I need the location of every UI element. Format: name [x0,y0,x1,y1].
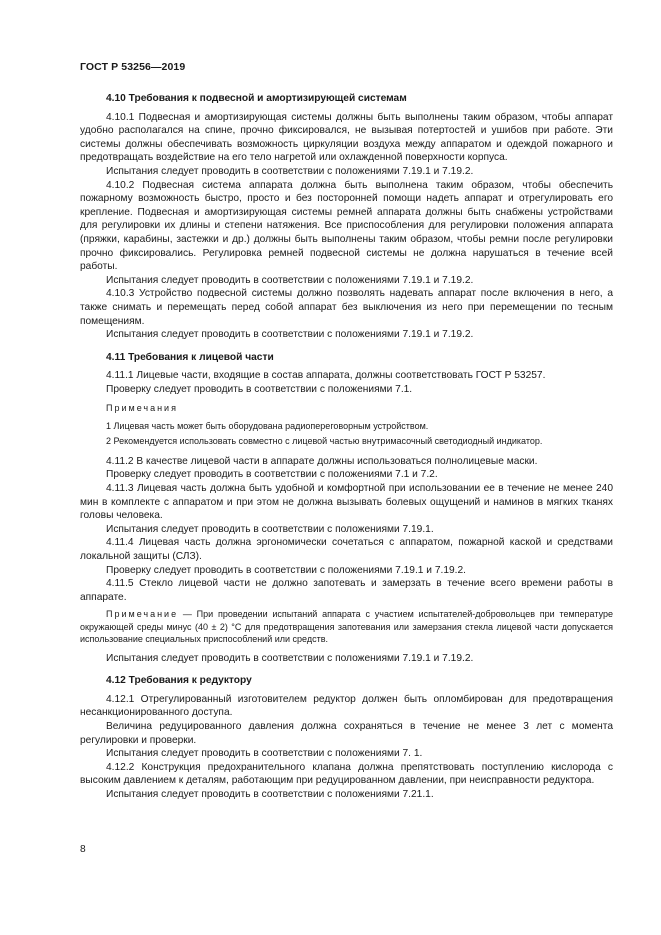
note-body: — При проведении испытаний аппарата с участием испытателей-добровольцев при температуре окружающей среды минус (40 ± 2) °С для предотвращения запотевания или замерзания стекла лицевой части допускается использование специальных приспособлений или средств. [80,609,613,645]
paragraph: 4.12.2 Конструкция предохранительного клапана должна препятствовать поступлению кислорода с высоким давлением к деталям, работающим при редуцированном давлении, при неисправности редуктора. [80,761,613,787]
paragraph: 4.11.5 Стекло лицевой части не должно запотевать и замерзать в течение всего времени работы в аппарате. [80,578,613,603]
paragraph: 4.10.1 Подвесная и амортизирующая системы должны быть выполнены таким образом, чтобы аппарат удобно располагался на спине, прочно фиксировался, не вызывая потертостей и ушибов при работе. Эти системы должны обеспечивать возможность циркуляции воздуха между аппаратом и одеждой пожарного и предотвращать воздействие на его тело нагретой или охлажденной поверхности корпуса. [80,111,613,164]
paragraph: 4.10.2 Подвесная система аппарата должна быть выполнена таким образом, чтобы обеспечить пожарному возможность быстро, просто и без посторонней помощи надеть аппарат и отрегулировать его крепление. Подвесная и амортизирующая системы ремней аппарата должны быть снабжены устройствами для регулировки их длины и степени натяжения. Все приспособления для регулировки положения аппарата (пряжки, карабины, застежки и др.) должны быть выполнены таким образом, чтобы ремни после регулировки прочно фиксировались. Регулировка ремней подвесной системы не должна нарушаться в течение всей работы. [80,179,613,273]
paragraph: Испытания следует проводить в соответствии с положениями 7.19.1 и 7.19.2. [106,652,474,664]
document-body [80,92,613,802]
note-text [80,608,613,645]
paragraph: Испытания следует проводить в соответствии с положениями 7.19.1. [106,523,434,535]
paragraph: Испытания следует проводить в соответствии с положениями 7.19.1 и 7.19.2. [106,165,474,177]
note-item: 1 Лицевая часть может быть оборудована радиопереговорным устройством. [106,421,429,432]
paragraph: Испытания следует проводить в соответствии с положениями 7.19.1 и 7.19.2. [106,329,474,341]
note-block [80,608,613,645]
paragraph: 4.11.4 Лицевая часть должна эргономически сочетаться с аппаратом, пожарной каской и средствами локальной защиты (СЛЗ). [80,537,613,563]
paragraph: 4.11.3 Лицевая часть должна быть удобной и комфортной при использовании ее в течение не менее 240 мин в комплекте с аппаратом и при этом не должна вызывать болевых ощущений и наминов в мягких тканях головы человека. [80,483,613,522]
note-label: Примечание [106,609,179,620]
section-title: 4.12 Требования к редуктору [106,675,252,687]
note-item: 2 Рекомендуется использовать совместно с лицевой частью внутримасочный светодиодный индикатор. [106,436,543,447]
paragraph: Величина редуцированного давления должна сохраняться в течение не менее 3 лет с момента регулировки и проверки. [80,721,613,746]
section-4-11 [80,351,613,666]
paragraph: 4.12.1 Отрегулированный изготовителем редуктор должен быть опломбирован для предотвращения несанкционированного доступа. [80,693,613,719]
paragraph: Проверку следует проводить в соответствии с положениями 7.1 и 7.2. [106,469,438,481]
paragraph: Испытания следует проводить в соответствии с положениями 7.19.1 и 7.19.2. [106,274,474,286]
section-title: 4.11 Требования к лицевой части [106,351,274,363]
page-number: 8 [80,844,86,855]
notes-label: Примечания [106,403,178,414]
document-header: ГОСТ Р 53256—2019 [80,61,186,73]
section-title: 4.10 Требования к подвесной и амортизирующей системам [106,93,407,104]
paragraph: Испытания следует проводить в соответствии с положениями 7.21.1. [106,788,434,800]
paragraph: 4.11.1 Лицевые части, входящие в состав аппарата, должны соответствовать ГОСТ Р 53257. [106,370,546,382]
paragraph: Проверку следует проводить в соответствии с положениями 7.19.1 и 7.19.2. [106,564,466,576]
section-4-12 [80,674,613,801]
paragraph: Испытания следует проводить в соответствии с положениями 7. 1. [106,748,423,760]
paragraph: 4.11.2 В качестве лицевой части в аппарате должны использоваться полнолицевые маски. [106,455,538,467]
section-4-10 [80,92,613,342]
paragraph: Проверку следует проводить в соответствии с положениями 7.1. [106,383,413,395]
paragraph: 4.10.3 Устройство подвесной системы должно позволять надевать аппарат после включения в него, а также снимать и перемещать перед собой аппарат без выключения из него при перемещении по тесным помещениям. [80,288,613,327]
